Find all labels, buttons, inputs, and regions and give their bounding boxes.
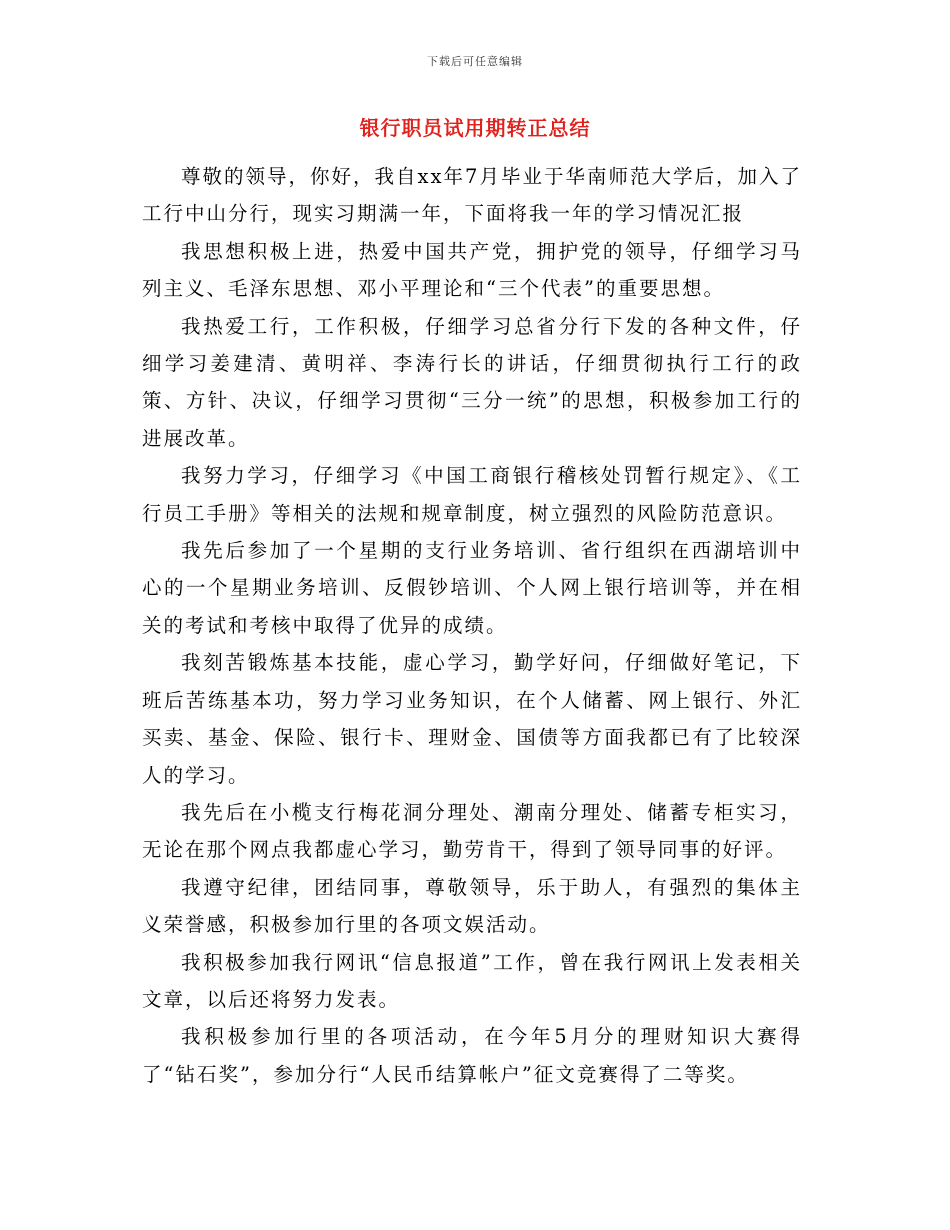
document-body [142, 158, 802, 1093]
paragraph-9: 我积极参加我行网讯“信息报道”工作，曾在我行网讯上发表相关文章，以后还将努力发表。 [142, 950, 802, 1011]
paragraph-5: 我先后参加了一个星期的支行业务培训、省行组织在西湖培训中心的一个星期业务培训、反假钞培训、个人网上银行培训等，并在相关的考试和考核中取得了优异的成绩。 [142, 539, 802, 637]
paragraph-3: 我热爱工行，工作积极，仔细学习总省分行下发的各种文件，仔细学习姜建清、黄明祥、李涛行长的讲话，仔细贯彻执行工行的政策、方针、决议，仔细学习贯彻“三分一统”的思想，积极参加工行的进展改革。 [142, 314, 802, 450]
paragraph-8: 我遵守纪律，团结同事，尊敬领导，乐于助人，有强烈的集体主义荣誉感，积极参加行里的各项文娱活动。 [142, 875, 802, 937]
header-note: 下载后可任意编辑 [427, 55, 523, 68]
paragraph-10: 我积极参加行里的各项活动，在今年5月分的理财知识大赛得了“钻石奖”，参加分行“人民币结算帐户”征文竞赛得了二等奖。 [142, 1025, 802, 1086]
paragraph-4: 我努力学习，仔细学习《中国工商银行稽核处罚暂行规定》、《工行员工手册》等相关的法规和规章制度，树立强烈的风险防范意识。 [142, 464, 802, 525]
paragraph-6: 我刻苦锻炼基本技能，虚心学习，勤学好问，仔细做好笔记，下班后苦练基本功，努力学习业务知识，在个人储蓄、网上银行、外汇买卖、基金、保险、银行卡、理财金、国债等方面我都已有了比较深人的学习。 [142, 651, 802, 787]
document-title: 银行职员试用期转正总结 [359, 116, 591, 140]
paragraph-7: 我先后在小榄支行梅花洞分理处、潮南分理处、储蓄专柜实习，无论在那个网点我都虚心学习，勤劳肯干，得到了领导同事的好评。 [142, 800, 802, 862]
paragraph-1: 尊敬的领导，你好，我自xx年7月毕业于华南师范大学后，加入了工行中山分行，现实习期满一年，下面将我一年的学习情况汇报 [142, 165, 802, 226]
paragraph-2: 我思想积极上进，热爱中国共产党，拥护党的领导，仔细学习马列主义、毛泽东思想、邓小平理论和“三个代表”的重要思想。 [142, 239, 802, 301]
